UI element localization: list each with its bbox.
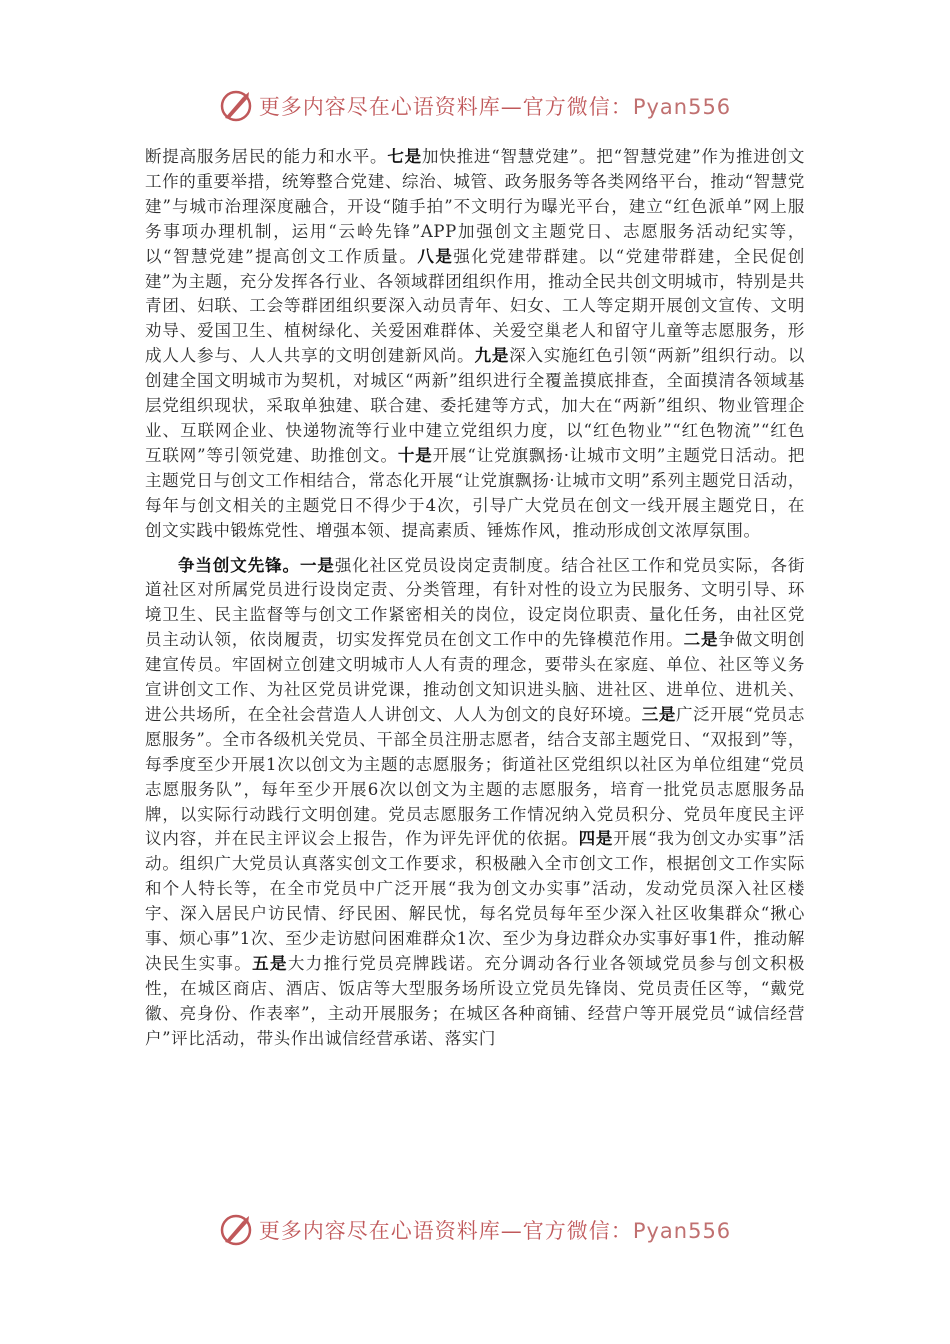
section-heading: 争当创文先锋。 <box>178 555 300 575</box>
quill-pen-logo-icon <box>219 1213 253 1247</box>
paragraph-2: 争当创文先锋。一是强化社区党员设岗定责制度。结合社区工作和党员实际，各街道社区对所属党员进行设岗定责、分类管理，有针对性的设立为民服务、文明引导、环境卫生、民主监督等与创文工作紧密相关的岗位，设定岗位职责、量化任务，由社区党员主动认领，依岗履责，切实发挥党员在创文工作中的先锋模范作用。二是争做文明创建宣传员。牢固树立创建文明城市人人有责的理念，要带头在家庭、单位、社区等义务宣讲创文工作、为社区党员讲党课，推动创文知识进头脑、进社区、进单位、进机关、进公共场所，在全社会营造人人讲创文、人人为创文的良好环境。三是广泛开展“党员志愿服务”。全市各级机关党员、干部全员注册志愿者，结合支部主题党日、“双报到”等，每季度至少开展1次以创文为主题的志愿服务；街道社区党组织以社区为单位组建“党员志愿服务队”，每年至少开展6次以创文为主题的志愿服务，培育一批党员志愿服务品牌，以实际行动践行文明创建。党员志愿服务工作情况纳入党员积分、党员年度民主评议内容，并在民主评议会上报告，作为评先评优的依据。四是开展“我为创文办实事”活动。组织广大党员认真落实创文工作要求，积极融入全市创文工作，根据创文工作实际和个人特长等，在全市党员中广泛开展“我为创文办实事”活动，发动党员深入社区楼宇、深入居民户访民情、纾民困、解民忧，每名党员每年至少深入社区收集群众“揪心事、烦心事”1次、至少走访慰问困难群众1次、至少为身边群众办实事好事1件，推动解决民生实事。五是大力推行党员亮牌践诺。充分调动各行业各领域党员参与创文积极性，在城区商店、酒店、饭店等大型服务场所设立党员先锋岗、党员责任区等，“戴党徽、亮身份、作表率”，主动开展服务；在城区各种商铺、经营户等开展党员“诚信经营户”评比活动，带头作出诚信经营承诺、落实门 <box>145 555 806 1048</box>
document-body <box>145 145 805 1052</box>
paragraph-1: 断提高服务居民的能力和水平。七是加快推进“智慧党建”。把“智慧党建”作为推进创文工作的重要举措，统筹整合党建、综治、城管、政务服务等各类网络平台，推动“智慧党建”与城市治理深度融合，开设“随手拍”不文明行为曝光平台，建立“红色派单”网上服务事项办理机制，运用“云岭先锋”APP加强创文主题党日、志愿服务活动纪实等，以“智慧党建”提高创文工作质量。八是强化党建带群建。以“党建带群建，全民促创建”为主题，充分发挥各行业、各领域群团组织作用，推动全民共创文明城市，特别是共青团、妇联、工会等群团组织要深入动员青年、妇女、工人等定期开展创文宣传、文明劝导、爱国卫生、植树绿化、关爱困难群体、关爱空巢老人和留守儿童等志愿服务，形成人人参与、人人共享的文明创建新风尚。九是深入实施红色引领“两新”组织行动。以创建全国文明城市为契机，对城区“两新”组织进行全覆盖摸底排查，全面摸清各领域基层党组织现状，采取单独建、联合建、委托建等方式，加大在“两新”组织、物业管理企业、互联网企业、快递物流等行业中建立党组织力度，以“红色物业”“红色物流”“红色互联网”等引领党建、助推创文。十是开展“让党旗飘扬·让城市文明”主题党日活动。把主题党日与创文工作相结合，常态化开展“让党旗飘扬·让城市文明”系列主题党日活动，每年与创文相关的主题党日不得少于4次，引导广大党员在创文一线开展主题党日，在创文实践中锻炼党性、增强本领、提高素质、锤炼作风，推动形成创文浓厚氛围。 <box>145 147 806 540</box>
header-banner-text: 更多内容尽在心语资料库—官方微信：Pyan556 <box>258 95 732 119</box>
header-banner <box>0 86 950 126</box>
quill-pen-logo-icon <box>219 89 253 123</box>
footer-banner <box>0 1210 950 1250</box>
footer-banner-text: 更多内容尽在心语资料库—官方微信：Pyan556 <box>258 1219 732 1243</box>
